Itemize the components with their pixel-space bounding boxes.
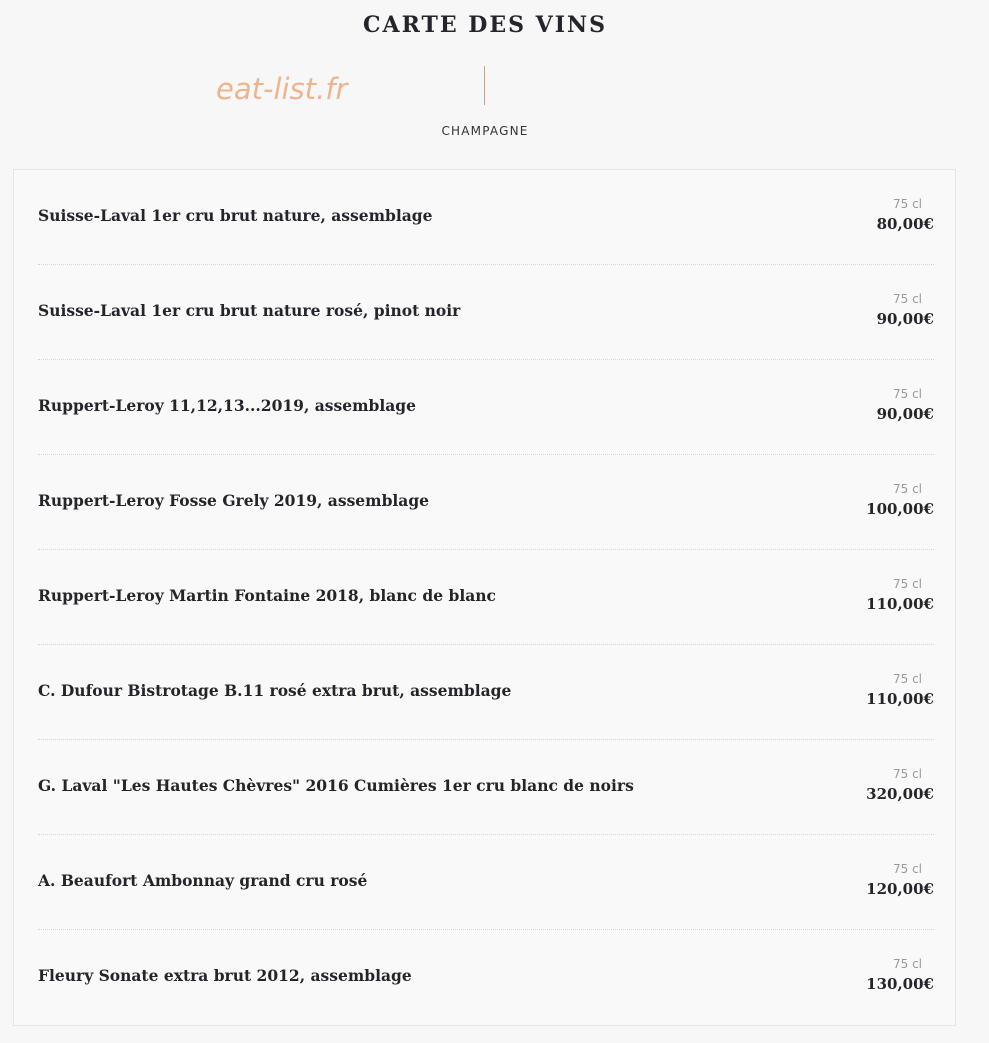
wine-price: 110,00€ bbox=[866, 595, 934, 613]
wine-volume: 75 cl bbox=[892, 862, 922, 876]
wine-item bbox=[38, 360, 934, 455]
price-block bbox=[814, 671, 934, 711]
wine-name: Ruppert-Leroy Martin Fontaine 2018, blanc de blanc bbox=[38, 586, 496, 605]
wine-name: G. Laval "Les Hautes Chèvres" 2016 Cumières 1er cru blanc de noirs bbox=[38, 776, 634, 795]
wine-volume: 75 cl bbox=[892, 577, 922, 591]
wine-item bbox=[38, 930, 934, 1025]
section-heading-champagne: CHAMPAGNE bbox=[441, 124, 529, 138]
wine-price: 130,00€ bbox=[866, 975, 934, 993]
wine-item bbox=[38, 170, 934, 265]
price-block bbox=[814, 481, 934, 521]
wine-volume: 75 cl bbox=[892, 482, 922, 496]
wine-price: 90,00€ bbox=[876, 310, 934, 328]
price-block bbox=[814, 386, 934, 426]
price-block bbox=[814, 291, 934, 331]
wine-name: Suisse-Laval 1er cru brut nature rosé, pinot noir bbox=[38, 301, 461, 320]
wine-volume: 75 cl bbox=[892, 672, 922, 686]
wine-item bbox=[38, 740, 934, 835]
wine-item bbox=[38, 455, 934, 550]
wine-item bbox=[38, 265, 934, 360]
wine-name: Ruppert-Leroy 11,12,13...2019, assemblage bbox=[38, 396, 416, 415]
price-block bbox=[814, 861, 934, 901]
wine-price: 90,00€ bbox=[876, 405, 934, 423]
wine-volume: 75 cl bbox=[892, 292, 922, 306]
wine-item bbox=[38, 645, 934, 740]
page-title: CARTE DES VINS bbox=[362, 12, 608, 38]
price-block bbox=[814, 196, 934, 236]
watermark-logo: eat-list.fr bbox=[216, 72, 348, 106]
wine-name: Suisse-Laval 1er cru brut nature, assemblage bbox=[38, 206, 433, 225]
price-block bbox=[814, 576, 934, 616]
wine-price: 100,00€ bbox=[866, 500, 934, 518]
wine-price: 80,00€ bbox=[876, 215, 934, 233]
wine-name: C. Dufour Bistrotage B.11 rosé extra brut, assemblage bbox=[38, 681, 512, 700]
wine-name: A. Beaufort Ambonnay grand cru rosé bbox=[38, 871, 368, 890]
wine-name: Fleury Sonate extra brut 2012, assemblage bbox=[38, 966, 412, 985]
vertical-divider bbox=[484, 66, 485, 105]
price-block bbox=[814, 956, 934, 996]
wine-item bbox=[38, 835, 934, 930]
wine-price: 110,00€ bbox=[866, 690, 934, 708]
wine-list bbox=[38, 170, 934, 1025]
wine-price: 320,00€ bbox=[866, 785, 934, 803]
wine-volume: 75 cl bbox=[892, 197, 922, 211]
wine-volume: 75 cl bbox=[892, 957, 922, 971]
wine-item bbox=[38, 550, 934, 645]
wine-list-card bbox=[13, 169, 956, 1026]
wine-volume: 75 cl bbox=[892, 387, 922, 401]
wine-volume: 75 cl bbox=[892, 767, 922, 781]
wine-name: Ruppert-Leroy Fosse Grely 2019, assemblage bbox=[38, 491, 430, 510]
wine-price: 120,00€ bbox=[866, 880, 934, 898]
price-block bbox=[814, 766, 934, 806]
